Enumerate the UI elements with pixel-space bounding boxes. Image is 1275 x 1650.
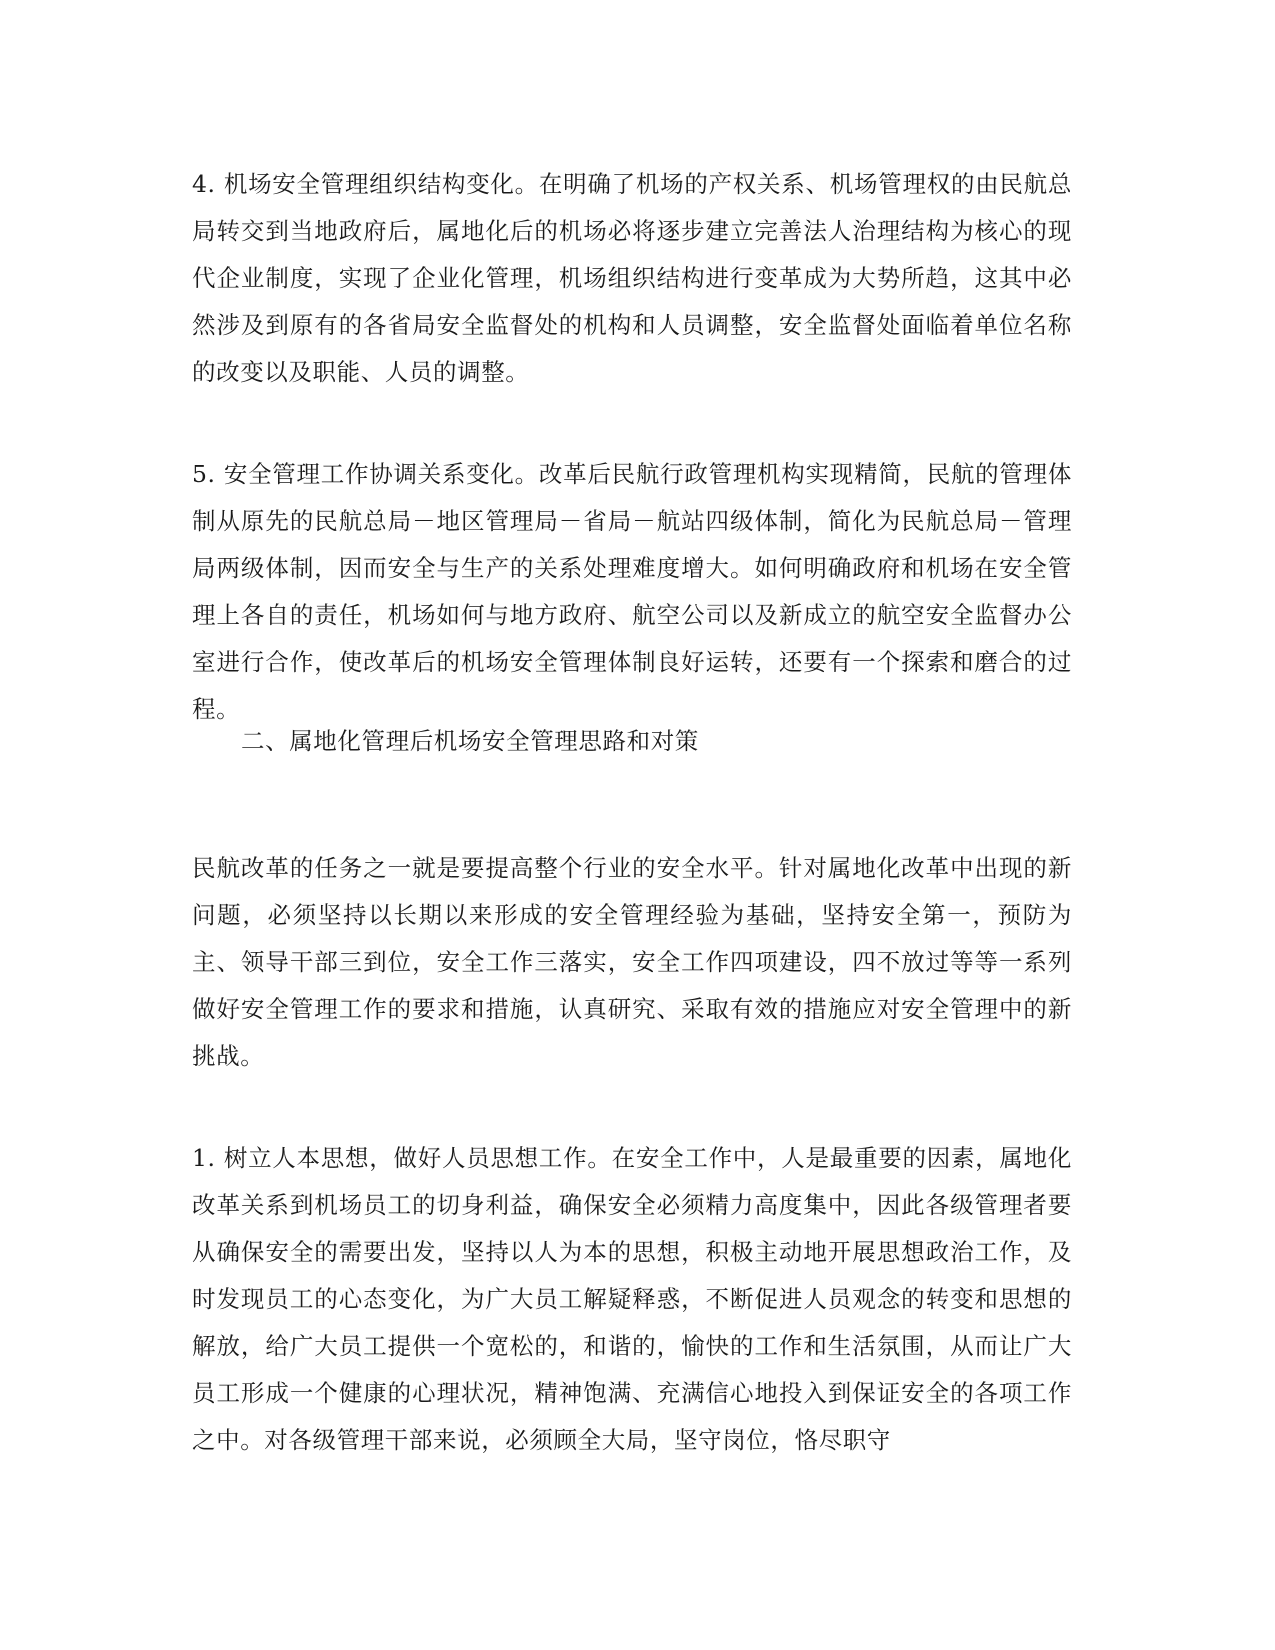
paragraph-people-oriented: 1. 树立人本思想，做好人员思想工作。在安全工作中，人是最重要的因素，属地化改革关系到机场员工的切身利益，确保安全必须精力高度集中，因此各级管理者要从确保安全的需要出发，坚持以人为本的思想，积极主动地开展思想政治工作，及时发现员工的心态变化，为广大员工解疑释惑，不断促进人员观念的转变和思想的解放，给广大员工提供一个宽松的，和谐的，愉快的工作和生活氛围，从而让广大员工形成一个健康的心理状况，精神饱满、充满信心地投入到保证安全的各项工作之中。对各级管理干部来说，必须顾全大局，坚守岗位，恪尽职守 <box>192 1144 1072 1454</box>
paragraph-org-structure-change: 4. 机场安全管理组织结构变化。在明确了机场的产权关系、机场管理权的由民航总局转交到当地政府后，属地化后的机场必将逐步建立完善法人治理结构为核心的现代企业制度，实现了企业化管理，机场组织结构进行变革成为大势所趋，这其中必然涉及到原有的各省局安全监督处的机构和人员调整，安全监督处面临着单位名称的改变以及职能、人员的调整。 <box>192 170 1072 386</box>
section-heading: 二、属地化管理后机场安全管理思路和对策 <box>241 727 699 755</box>
paragraph-intro: 民航改革的任务之一就是要提高整个行业的安全水平。针对属地化改革中出现的新问题，必须坚持以长期以来形成的安全管理经验为基础，坚持安全第一，预防为主、领导干部三到位，安全工作三落实，安全工作四项建设，四不放过等等一系列做好安全管理工作的要求和措施，认真研究、采取有效的措施应对安全管理中的新挑战。 <box>192 854 1072 1070</box>
paragraph-coordination-change: 5. 安全管理工作协调关系变化。改革后民航行政管理机构实现精简，民航的管理体制从原先的民航总局－地区管理局－省局－航站四级体制，简化为民航总局－管理局两级体制，因而安全与生产的关系处理难度增大。如何明确政府和机场在安全管理上各自的责任，机场如何与地方政府、航空公司以及新成立的航空安全监督办公室进行合作，使改革后的机场安全管理体制良好运转，还要有一个探索和磨合的过程。 <box>192 460 1072 723</box>
